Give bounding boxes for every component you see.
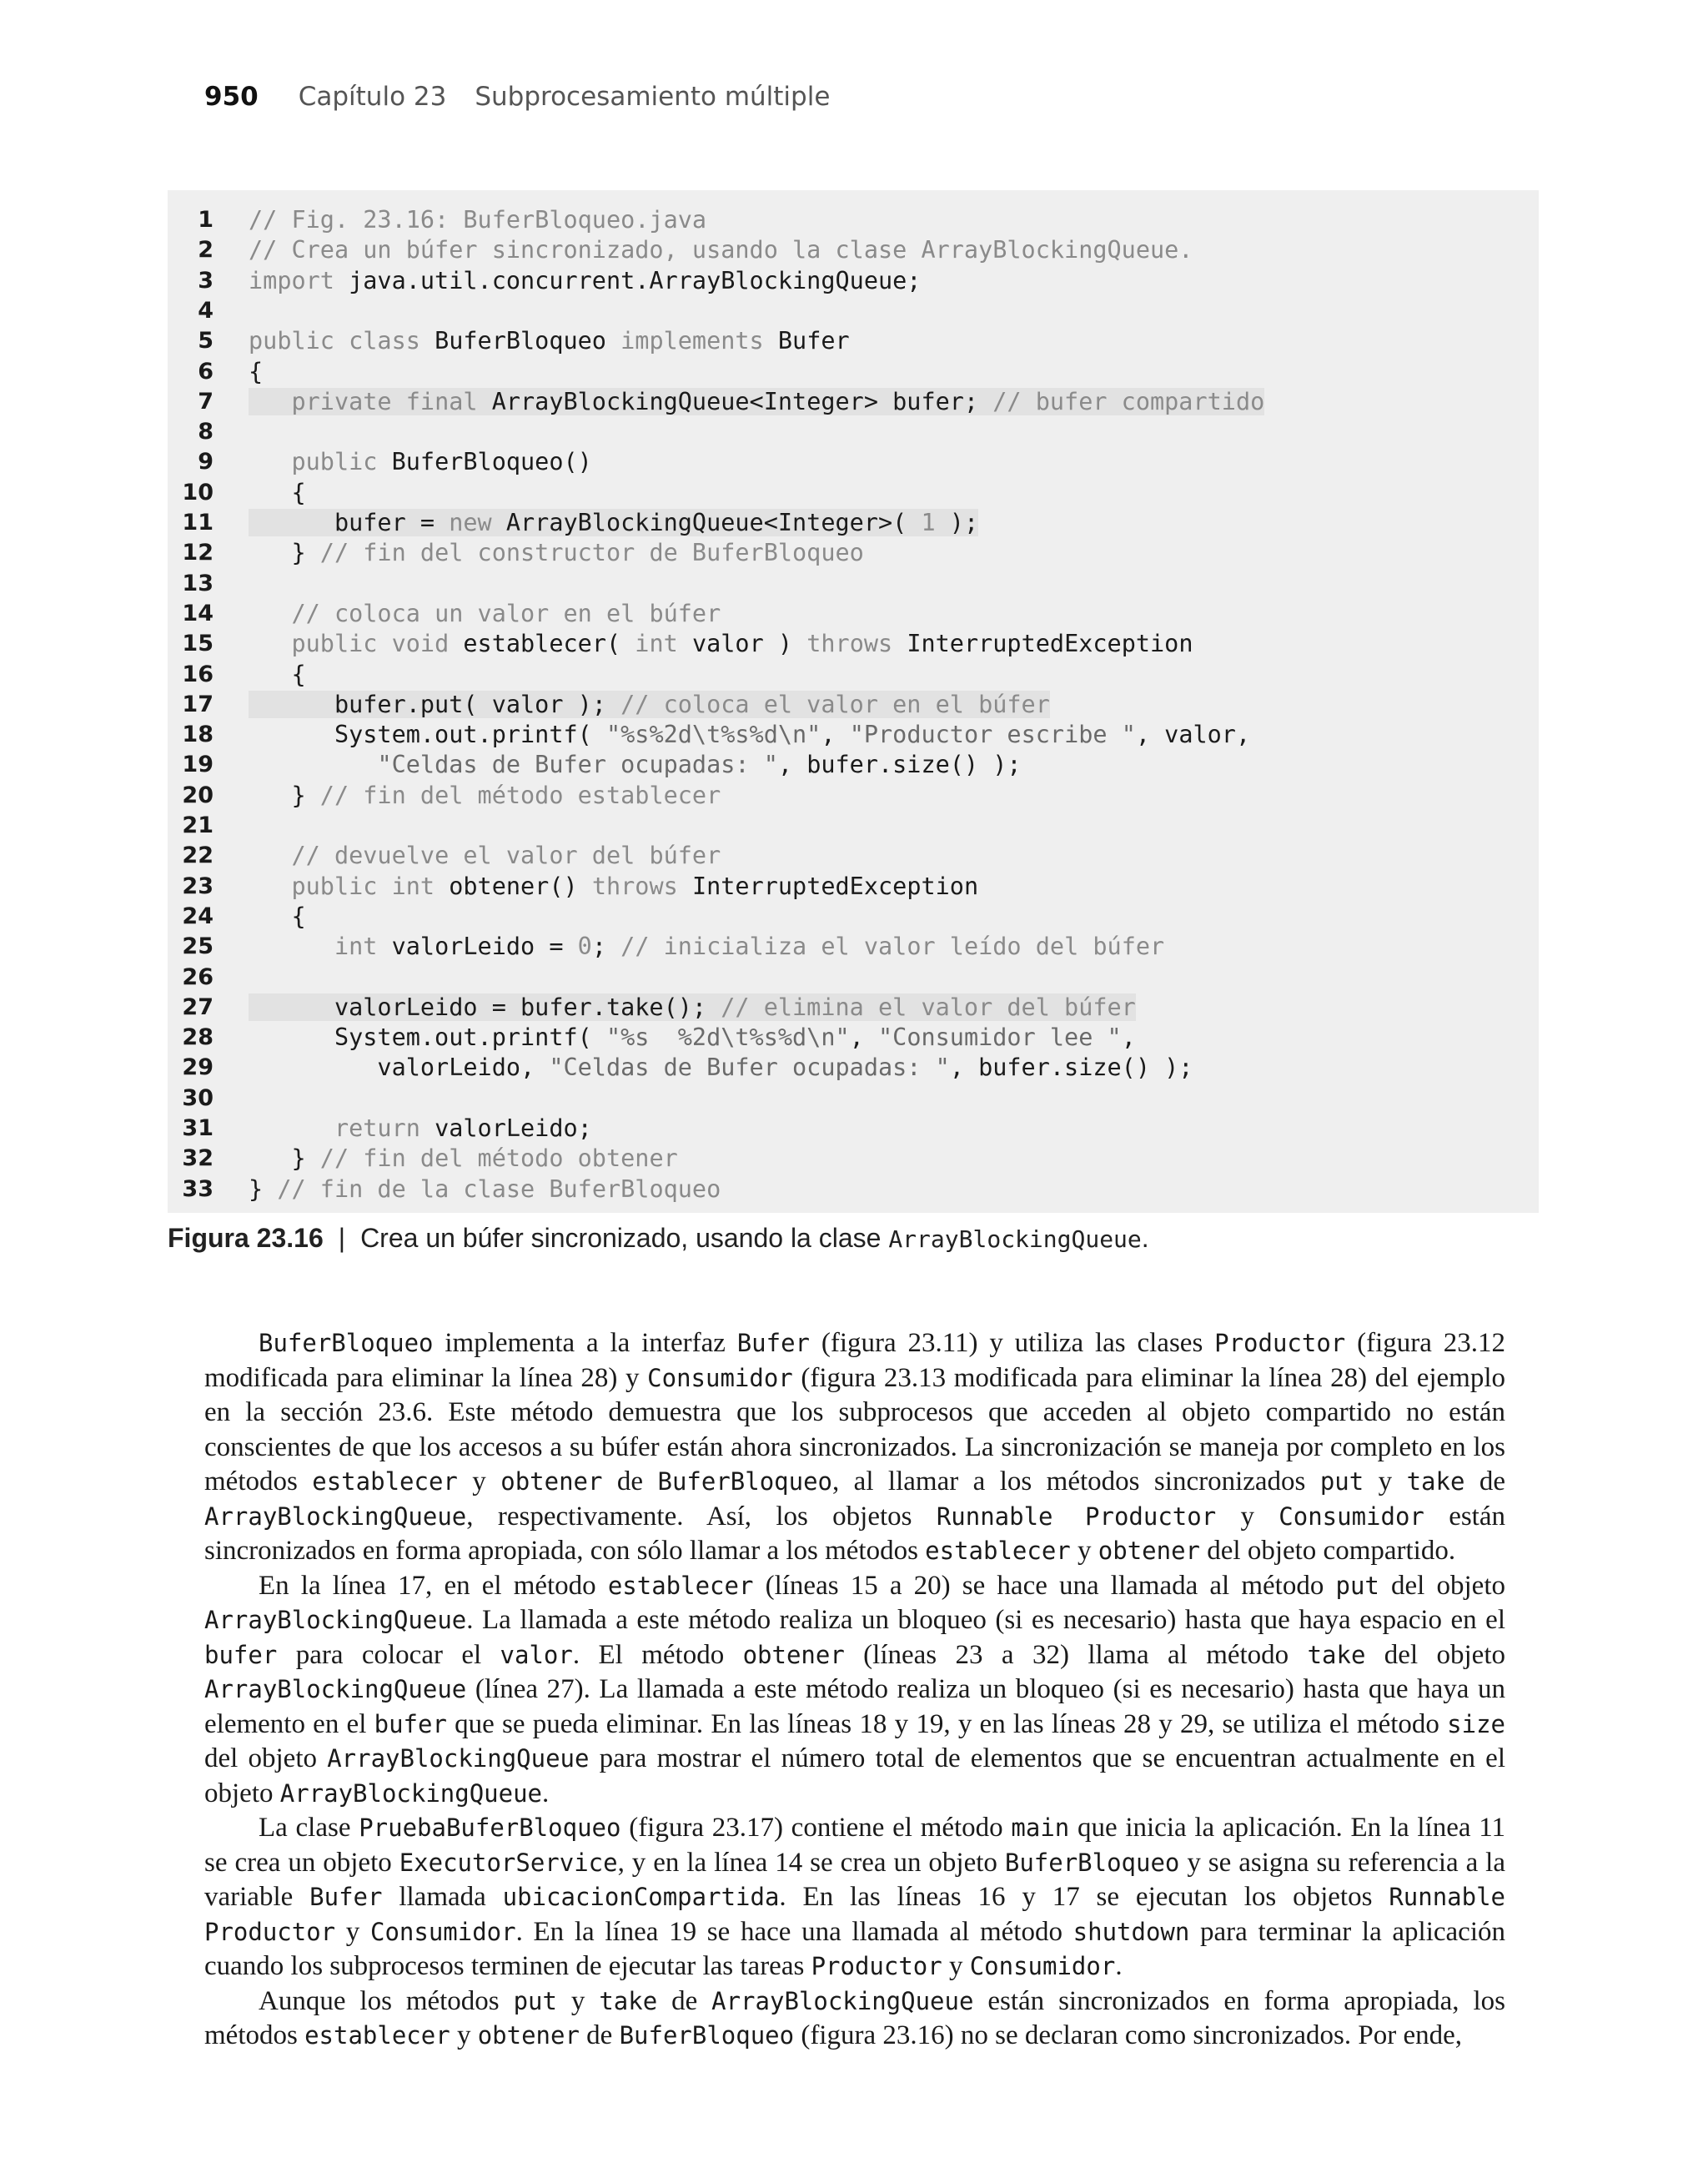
inline-code: Consumidor (647, 1363, 793, 1392)
code-token: bufer.put( valor ); (249, 690, 621, 718)
code-token: // Crea un búfer sincronizado, usando la clase ArrayBlockingQueue. (249, 236, 1193, 264)
code-text (249, 1175, 721, 1205)
text-run: que inicia la aplicación. En la línea 11 se crea un objeto (204, 1813, 1505, 1878)
code-token: valorLeido; (435, 1114, 592, 1142)
text-run: están sincronizados en forma apropiada, los métodos (204, 1985, 1505, 2050)
code-token: 0 (577, 933, 592, 961)
line-number: 25 (182, 933, 214, 960)
code-token (249, 842, 291, 869)
code-token: valorLeido = bufer.take(); (249, 993, 721, 1021)
code-token: valorLeido, (249, 1054, 550, 1082)
line-number: 5 (198, 328, 214, 355)
text-run: y se asigna su referencia a la variable (204, 1847, 1505, 1912)
code-text (249, 690, 1050, 720)
text-run: . En las líneas 16 y 17 se ejecutan los objetos (779, 1882, 1389, 1912)
chapter-title: Subprocesamiento múltiple (475, 82, 831, 112)
line-number: 17 (182, 691, 214, 717)
code-token: System.out.printf( (249, 1024, 606, 1052)
text-run: (figura 23.13 modificada para eliminar la línea 28) del ejemplo en la sección 23.6. Este método demuestra que los subprocesos que acceden al objeto compartido no están conscientes de que los accesos a su búfer están ahora sincronizados. La sincronización se maneja por completo en los métodos (204, 1362, 1505, 1496)
code-token: // inicializa el valor leído del búfer (620, 933, 1165, 961)
inline-code: Consumidor (1278, 1501, 1424, 1531)
text-run: (línea 27). La llamada a este método realiza un bloqueo (si es necesario) hasta que haya un elemento en el (204, 1674, 1505, 1739)
inline-code: ArrayBlockingQueue (711, 1986, 974, 2015)
code-text (249, 902, 306, 932)
body-text (204, 1326, 1505, 2054)
code-token: { (249, 478, 306, 506)
text-run: llamada (382, 1882, 503, 1912)
code-token: public (291, 448, 392, 476)
code-text (249, 326, 850, 356)
code-token: { (249, 660, 306, 688)
caption-code: ArrayBlockingQueue (888, 1225, 1142, 1253)
code-token: java.util.concurrent.ArrayBlockingQueue; (349, 266, 922, 294)
line-number: 27 (182, 993, 214, 1020)
inline-code: establecer (925, 1537, 1071, 1565)
code-token: // fin del constructor de BuferBloqueo (319, 539, 864, 567)
text-run: de (602, 1466, 658, 1496)
text-run: y (335, 1916, 370, 1947)
inline-code: obtener (477, 2021, 580, 2050)
code-token (249, 873, 291, 900)
line-number: 14 (182, 600, 214, 626)
line-number: 29 (182, 1054, 214, 1081)
inline-code: Productor (1214, 1329, 1346, 1357)
code-token: } (249, 1175, 278, 1203)
text-run: del objeto compartido. (1200, 1536, 1456, 1566)
code-text (249, 357, 263, 387)
text-run: . El método (572, 1639, 743, 1670)
line-number: 16 (182, 661, 214, 687)
line-number: 1 (198, 207, 214, 233)
line-number: 32 (182, 1145, 214, 1172)
line-number: 33 (182, 1175, 214, 1202)
code-token: , (849, 1024, 878, 1052)
text-run: para mostrar el número total de elementos que se encuentran actualmente en el objeto (204, 1743, 1505, 1808)
text-run: implementa a la interfaz (433, 1328, 737, 1358)
line-number: 22 (182, 843, 214, 869)
text-run: , al llamar a los métodos sincronizados (832, 1466, 1320, 1496)
text-run: (líneas 15 a 20) se hace una llamada al método (753, 1570, 1336, 1601)
inline-code: BuferBloqueo (1004, 1848, 1180, 1877)
text-run: y (942, 1951, 970, 1981)
inline-code: ExecutorService (399, 1848, 618, 1877)
line-number: 4 (198, 297, 214, 324)
code-token: public class (249, 327, 435, 355)
chapter-label: Capítulo 23 (298, 82, 447, 112)
text-run: del objeto (1365, 1639, 1505, 1670)
code-token: "%s %2d\t%s%d\n" (605, 1024, 850, 1052)
code-token: // coloca un valor en el búfer (291, 599, 721, 627)
code-text (249, 266, 921, 296)
code-token: "Celdas de Bufer ocupadas: " (549, 1054, 950, 1082)
code-token (249, 448, 291, 475)
code-token (249, 1114, 334, 1142)
code-text (249, 235, 1193, 265)
code-token: 1 (921, 509, 936, 536)
inline-code: ArrayBlockingQueue (204, 1501, 467, 1531)
code-token: InterruptedException (691, 872, 979, 900)
code-text (249, 447, 592, 477)
code-text (249, 720, 1250, 750)
text-run: (figura 23.16) no se declaran como sincronizados. Por ende, (794, 2020, 1462, 2050)
text-run: y (1364, 1466, 1407, 1496)
text-run: del objeto (204, 1743, 328, 1773)
code-token: // fin del método obtener (319, 1144, 678, 1173)
code-token (249, 388, 291, 415)
code-token: // Fig. 23.16: BuferBloqueo.java (249, 206, 707, 234)
inline-code: put (513, 1986, 557, 2015)
code-token: , (1121, 1024, 1136, 1052)
code-token: public int (291, 872, 450, 900)
line-number: 15 (182, 631, 214, 657)
inline-code: BuferBloqueo (259, 1329, 434, 1357)
line-number: 2 (198, 237, 214, 264)
code-token: { (249, 357, 264, 385)
line-number: 9 (198, 449, 214, 475)
inline-code: bufer (204, 1640, 278, 1669)
code-token: obtener() (449, 872, 592, 900)
code-text (249, 993, 1136, 1023)
text-run: y (1216, 1501, 1279, 1532)
code-token: "Productor escribe " (849, 721, 1136, 749)
inline-code: Bufer (309, 1883, 383, 1911)
code-token (249, 600, 291, 627)
text-run: (figura 23.12 modificada para eliminar la línea 28) y (204, 1328, 1505, 1393)
code-token: , bufer.size() ); (949, 1054, 1193, 1082)
text-run: de (657, 1985, 712, 2016)
paragraph (204, 1984, 1505, 2054)
code-token: BuferBloqueo (435, 327, 621, 355)
code-token: private final (291, 387, 492, 415)
code-token: , (821, 721, 850, 749)
text-run: y (1070, 1536, 1098, 1566)
text-run: y (450, 2020, 478, 2050)
code-token: InterruptedException (907, 630, 1193, 658)
code-text (249, 872, 978, 902)
code-token (249, 630, 291, 657)
line-number: 8 (198, 419, 214, 445)
line-number: 12 (182, 540, 214, 566)
inline-code: shutdown (1073, 1917, 1190, 1946)
text-run: (figura 23.17) contiene el método (620, 1813, 1012, 1843)
code-text (249, 932, 1164, 962)
code-token: } (249, 539, 320, 567)
code-text (249, 1023, 1136, 1053)
text-run: para colocar el (277, 1639, 500, 1670)
code-token: public void (291, 630, 464, 658)
text-run: . En la línea 19 se hace una llamada al método (515, 1916, 1073, 1947)
code-token: Bufer (777, 327, 850, 355)
code-text (249, 660, 306, 690)
inline-code: take (1307, 1640, 1366, 1669)
code-token: , valor, (1135, 721, 1251, 749)
line-number: 30 (182, 1084, 214, 1111)
inline-code: establecer (304, 2021, 450, 2050)
inline-code: ArrayBlockingQueue (204, 1675, 467, 1703)
code-text (249, 750, 1022, 780)
page-number: 950 (204, 82, 259, 112)
code-token: valorLeido = (391, 933, 578, 961)
code-token: } (249, 781, 320, 809)
text-run: del objeto (1379, 1570, 1505, 1601)
code-token: ; (591, 933, 621, 961)
code-token: } (249, 1144, 320, 1173)
text-run: . La llamada a este método realiza un bloqueo (si es necesario) hasta que haya espacio en el (466, 1605, 1505, 1635)
text-run: y (556, 1985, 600, 2016)
code-text (249, 478, 306, 508)
code-text (249, 508, 978, 538)
code-token: // devuelve el valor del búfer (291, 842, 721, 870)
text-run: , respectivamente. Así, los objetos (466, 1501, 937, 1532)
line-number: 13 (182, 570, 214, 596)
code-token: establecer( (463, 630, 635, 658)
code-token: { (249, 902, 306, 930)
inline-code: Runnable Productor (936, 1501, 1217, 1531)
code-token: BuferBloqueo() (391, 448, 592, 476)
inline-code: Consumidor (969, 1952, 1116, 1980)
line-number: 7 (198, 388, 214, 415)
inline-code: BuferBloqueo (619, 2021, 795, 2050)
text-run: (figura 23.11) y utiliza las clases (810, 1328, 1215, 1358)
code-token (249, 751, 377, 778)
caption-text: Crea un búfer sincronizado, usando la clase (360, 1223, 889, 1253)
inline-code: take (599, 1986, 658, 2015)
code-token: "%s%2d\t%s%d\n" (605, 721, 821, 749)
code-text (249, 1053, 1193, 1083)
code-token: ArrayBlockingQueue<Integer> bufer; (491, 387, 993, 415)
code-text (249, 205, 706, 235)
inline-code: main (1011, 1813, 1070, 1842)
code-token: bufer = (249, 509, 450, 536)
code-token (249, 933, 334, 960)
line-number: 24 (182, 903, 214, 929)
paragraph (204, 1811, 1505, 1984)
line-number: 28 (182, 1024, 214, 1051)
running-header (204, 82, 830, 112)
inline-code: Consumidor (369, 1917, 516, 1946)
code-token: "Consumidor lee " (878, 1024, 1122, 1052)
inline-code: size (1447, 1709, 1505, 1738)
code-token: throws (591, 872, 692, 900)
inline-code: Productor (811, 1952, 942, 1980)
code-token: , bufer.size() ); (777, 751, 1022, 779)
code-token: System.out.printf( (249, 721, 606, 749)
inline-code: ArrayBlockingQueue (204, 1606, 467, 1634)
line-number: 3 (198, 267, 214, 294)
paragraph (204, 1569, 1505, 1812)
text-run: están sincronizados en forma apropiada, con sólo llamar a los métodos (204, 1501, 1506, 1566)
inline-code: bufer (374, 1709, 447, 1738)
inline-code: take (1406, 1467, 1465, 1496)
inline-code: ArrayBlockingQueue (327, 1744, 590, 1773)
text-run: La clase (259, 1813, 359, 1843)
inline-code: BuferBloqueo (657, 1467, 832, 1496)
code-token: import (249, 266, 349, 294)
code-token: ); (935, 509, 979, 536)
text-run: Aunque los métodos (259, 1985, 514, 2016)
code-token: // bufer compartido (992, 387, 1265, 415)
code-text (249, 841, 721, 871)
line-number: 23 (182, 873, 214, 899)
text-run: de (1464, 1466, 1506, 1496)
code-token: new (449, 509, 506, 536)
line-number: 18 (182, 722, 214, 748)
inline-code: Runnable Productor (204, 1883, 1505, 1946)
line-number: 21 (182, 812, 214, 838)
text-run: que se pueda eliminar. En las líneas 18 y 19, y en las líneas 28 y 29, se utiliza el método (446, 1708, 1448, 1739)
code-token: // fin de la clase BuferBloqueo (277, 1175, 721, 1203)
inline-code: ubicacionCompartida (502, 1883, 780, 1911)
inline-code: PruebaBuferBloqueo (359, 1813, 621, 1842)
code-token: // fin del método establecer (319, 781, 721, 809)
line-number: 6 (198, 358, 214, 385)
inline-code: put (1335, 1571, 1379, 1600)
text-run: . (542, 1778, 550, 1808)
code-text (249, 629, 1193, 659)
code-text (249, 599, 721, 629)
line-number: 26 (182, 963, 214, 990)
code-token: valor ) (691, 630, 807, 658)
text-run: (líneas 23 a 32) llama al método (844, 1639, 1308, 1670)
inline-code: ArrayBlockingQueue (279, 1778, 543, 1808)
inline-code: obtener (742, 1640, 845, 1669)
code-text (249, 1114, 592, 1144)
figure-label: Figura 23.16 (168, 1223, 324, 1253)
line-number: 10 (182, 479, 214, 506)
inline-code: obtener (1098, 1537, 1200, 1565)
caption-end: . (1141, 1223, 1149, 1253)
inline-code: obtener (500, 1467, 603, 1496)
text-run: En la línea 17, en el método (259, 1570, 608, 1601)
line-number: 20 (182, 782, 214, 808)
text-run: , y en la línea 14 se crea un objeto (617, 1847, 1005, 1878)
caption-separator: | (338, 1223, 346, 1253)
code-token: int (334, 933, 392, 961)
inline-code: establecer (312, 1467, 458, 1496)
code-token: implements (620, 327, 778, 355)
line-number: 31 (182, 1115, 214, 1141)
inline-code: valor (500, 1640, 573, 1669)
code-text (249, 781, 721, 811)
code-listing (168, 190, 1539, 1213)
code-text (249, 387, 1264, 417)
inline-code: establecer (607, 1571, 754, 1600)
inline-code: put (1319, 1467, 1364, 1496)
code-token: throws (806, 630, 907, 658)
line-number: 19 (182, 752, 214, 778)
text-run: de (579, 2020, 620, 2050)
code-token: ArrayBlockingQueue<Integer>( (505, 509, 922, 536)
inline-code: Bufer (736, 1329, 811, 1357)
code-text (249, 538, 864, 568)
paragraph (204, 1326, 1505, 1569)
code-token: // coloca el valor en el búfer (620, 690, 1050, 718)
code-token: return (334, 1114, 435, 1142)
code-token: "Celdas de Bufer ocupadas: " (377, 751, 778, 779)
text-run: y (457, 1466, 501, 1496)
line-number: 11 (182, 510, 214, 536)
text-run: para terminar la aplicación cuando los subprocesos terminen de ejecutar las tareas (204, 1916, 1505, 1981)
code-token: // elimina el valor del búfer (721, 993, 1136, 1021)
figure-caption (168, 1223, 1149, 1254)
text-run: . (1115, 1951, 1123, 1981)
code-token: int (635, 630, 692, 658)
code-text (249, 1144, 678, 1174)
